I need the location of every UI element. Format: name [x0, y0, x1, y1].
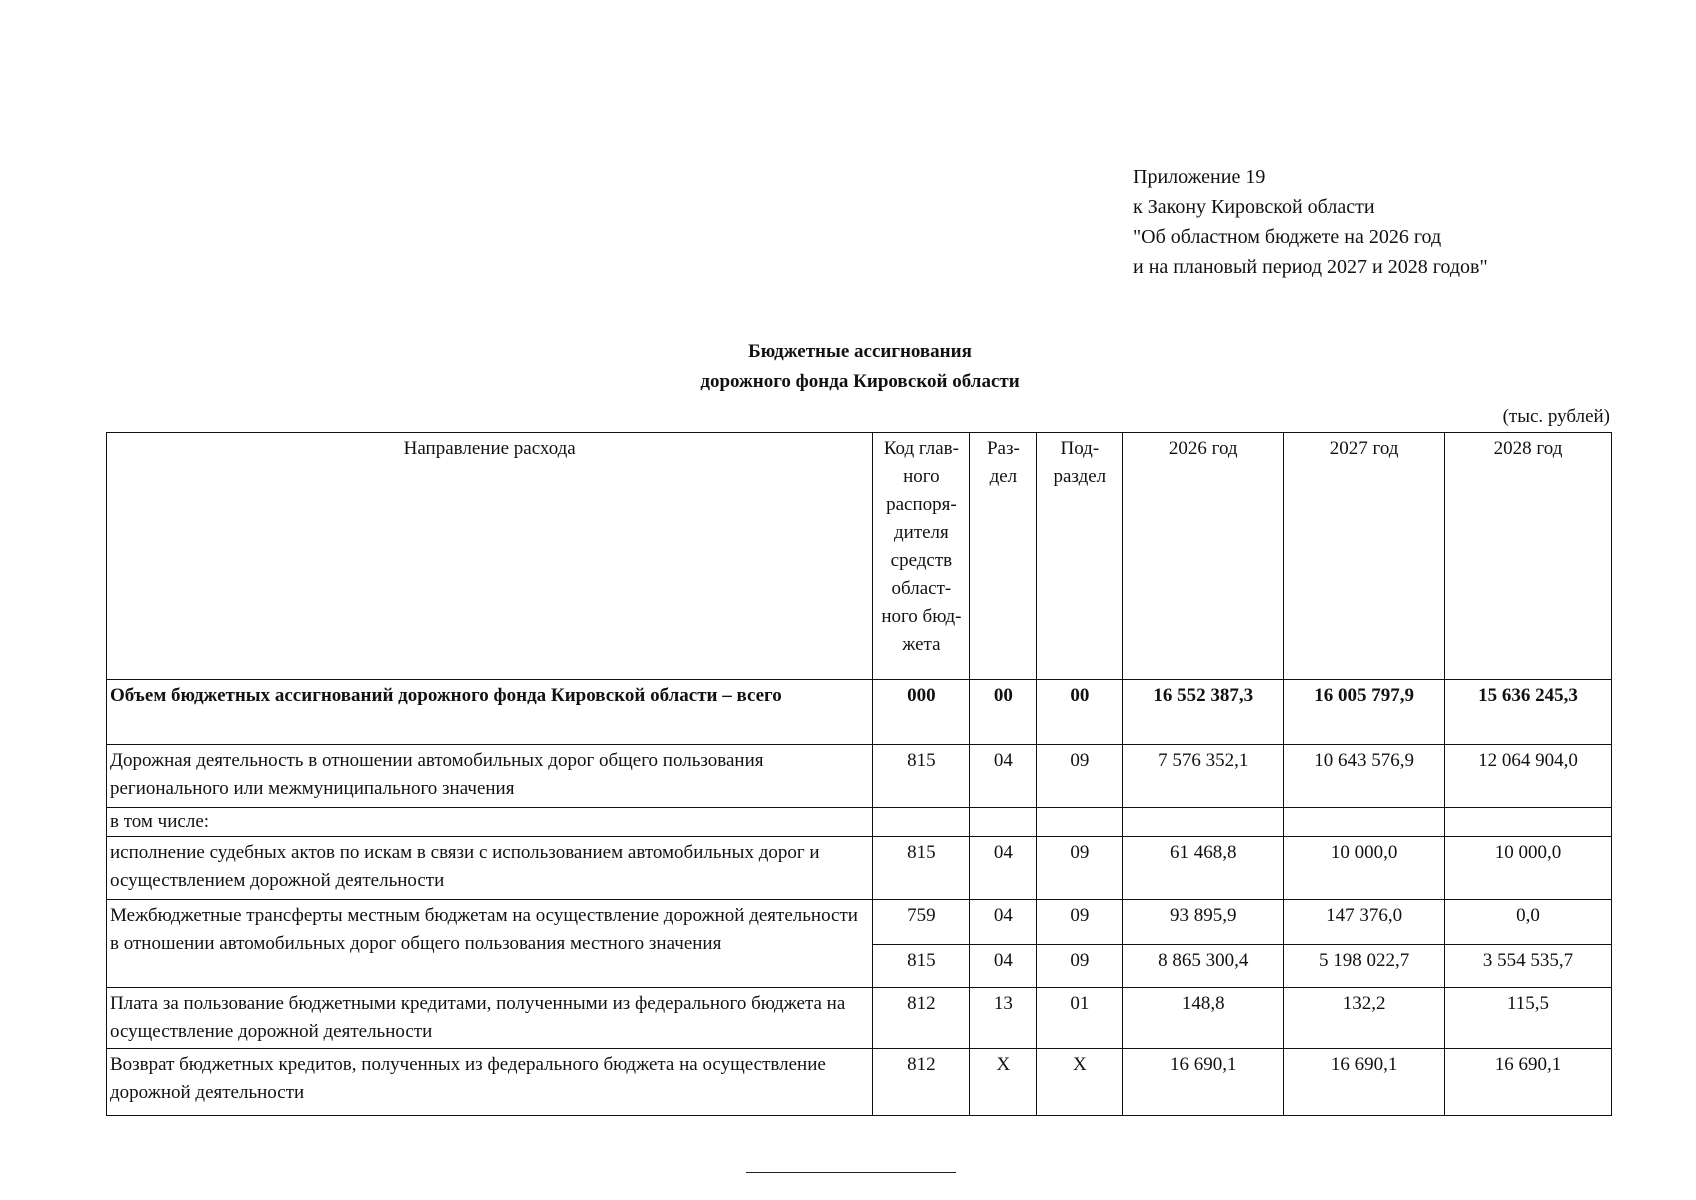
row-subsection: 01	[1037, 988, 1123, 1049]
row-code: 759	[873, 900, 970, 945]
table-row-total	[107, 680, 1612, 745]
row-code: 812	[873, 1049, 970, 1116]
row-section-empty	[970, 808, 1037, 837]
row-name: в том числе:	[107, 808, 873, 837]
row-section: Х	[970, 1049, 1037, 1116]
row-code: 815	[873, 745, 970, 808]
annex-line-4: и на плановый период 2027 и 2028 годов"	[1133, 256, 1488, 278]
table-row-transfers	[107, 900, 1612, 945]
budget-table	[106, 432, 1612, 1116]
row-code: 000	[873, 680, 970, 745]
row-subsection: Х	[1037, 1049, 1123, 1116]
table-row-court-acts	[107, 837, 1612, 900]
row-2026-empty	[1123, 808, 1284, 837]
row-section: 04	[970, 900, 1037, 945]
header-2026: 2026 год	[1123, 433, 1284, 680]
row-2028: 12 064 904,0	[1445, 745, 1612, 808]
row-name: Дорожная деятельность в отношении автомобильных дорог общего пользования регионального или межмуниципального значения	[107, 745, 873, 808]
header-row	[107, 433, 1612, 680]
row-subsection: 00	[1037, 680, 1123, 745]
row-2028: 115,5	[1445, 988, 1612, 1049]
row-code: 812	[873, 988, 970, 1049]
row-subsection: 09	[1037, 837, 1123, 900]
row-2028: 15 636 245,3	[1445, 680, 1612, 745]
header-2028: 2028 год	[1445, 433, 1612, 680]
header-direction: Направление расхода	[107, 433, 873, 680]
row-2026: 148,8	[1123, 988, 1284, 1049]
row-2028: 0,0	[1445, 900, 1612, 945]
header-2027: 2027 год	[1284, 433, 1445, 680]
row-2028-empty	[1445, 808, 1612, 837]
row-2027-empty	[1284, 808, 1445, 837]
row-subsection: 09	[1037, 745, 1123, 808]
header-section: Раз-дел	[970, 433, 1037, 680]
row-2026: 16 552 387,3	[1123, 680, 1284, 745]
annex-line-3: "Об областном бюджете на 2026 год	[1133, 226, 1442, 248]
row-2028: 10 000,0	[1445, 837, 1612, 900]
header-subsection: Под-раздел	[1037, 433, 1123, 680]
row-2027: 5 198 022,7	[1284, 945, 1445, 988]
annex-block	[1133, 162, 1488, 282]
row-2026: 8 865 300,4	[1123, 945, 1284, 988]
unit-label: (тыс. рублей)	[1502, 406, 1610, 427]
row-section: 13	[970, 988, 1037, 1049]
title-line-1: Бюджетные ассигнования	[748, 341, 972, 362]
row-2026: 61 468,8	[1123, 837, 1284, 900]
row-2027: 10 643 576,9	[1284, 745, 1445, 808]
row-2027: 132,2	[1284, 988, 1445, 1049]
document-title	[520, 337, 1200, 397]
row-2028: 16 690,1	[1445, 1049, 1612, 1116]
table-row-including	[107, 808, 1612, 837]
row-2027: 147 376,0	[1284, 900, 1445, 945]
row-name: Плата за пользование бюджетными кредитами, полученными из федерального бюджета на осуществление дорожной деятельности	[107, 988, 873, 1049]
row-code-empty	[873, 808, 970, 837]
row-subsection: 09	[1037, 945, 1123, 988]
row-2027: 10 000,0	[1284, 837, 1445, 900]
row-name: Возврат бюджетных кредитов, полученных из федерального бюджета на осуществление дорожной деятельности	[107, 1049, 873, 1116]
footer-divider	[746, 1172, 956, 1173]
table-row-credit-return	[107, 1049, 1612, 1116]
row-name: исполнение судебных актов по искам в связи с использованием автомобильных дорог и осуществлением дорожной деятельности	[107, 837, 873, 900]
row-section: 04	[970, 745, 1037, 808]
row-section: 04	[970, 945, 1037, 988]
row-2026: 16 690,1	[1123, 1049, 1284, 1116]
row-2026: 7 576 352,1	[1123, 745, 1284, 808]
row-name: Объем бюджетных ассигнований дорожного фонда Кировской области – всего	[107, 680, 873, 745]
row-code: 815	[873, 945, 970, 988]
header-code: Код глав-ного распоря-дителя средств област-ного бюд-жета	[873, 433, 970, 680]
row-section: 00	[970, 680, 1037, 745]
row-2026: 93 895,9	[1123, 900, 1284, 945]
annex-line-2: к Закону Кировской области	[1133, 196, 1375, 218]
annex-line-1: Приложение 19	[1133, 166, 1266, 188]
table-row-road-activity	[107, 745, 1612, 808]
row-section: 04	[970, 837, 1037, 900]
table-row-credit-fee	[107, 988, 1612, 1049]
row-2027: 16 005 797,9	[1284, 680, 1445, 745]
row-subsection: 09	[1037, 900, 1123, 945]
row-subsection-empty	[1037, 808, 1123, 837]
title-line-2: дорожного фонда Кировской области	[700, 371, 1020, 392]
row-code: 815	[873, 837, 970, 900]
row-name: Межбюджетные трансферты местным бюджетам на осуществление дорожной деятельности в отношении автомобильных дорог общего пользования местного значения	[107, 900, 873, 988]
row-2027: 16 690,1	[1284, 1049, 1445, 1116]
row-2028: 3 554 535,7	[1445, 945, 1612, 988]
